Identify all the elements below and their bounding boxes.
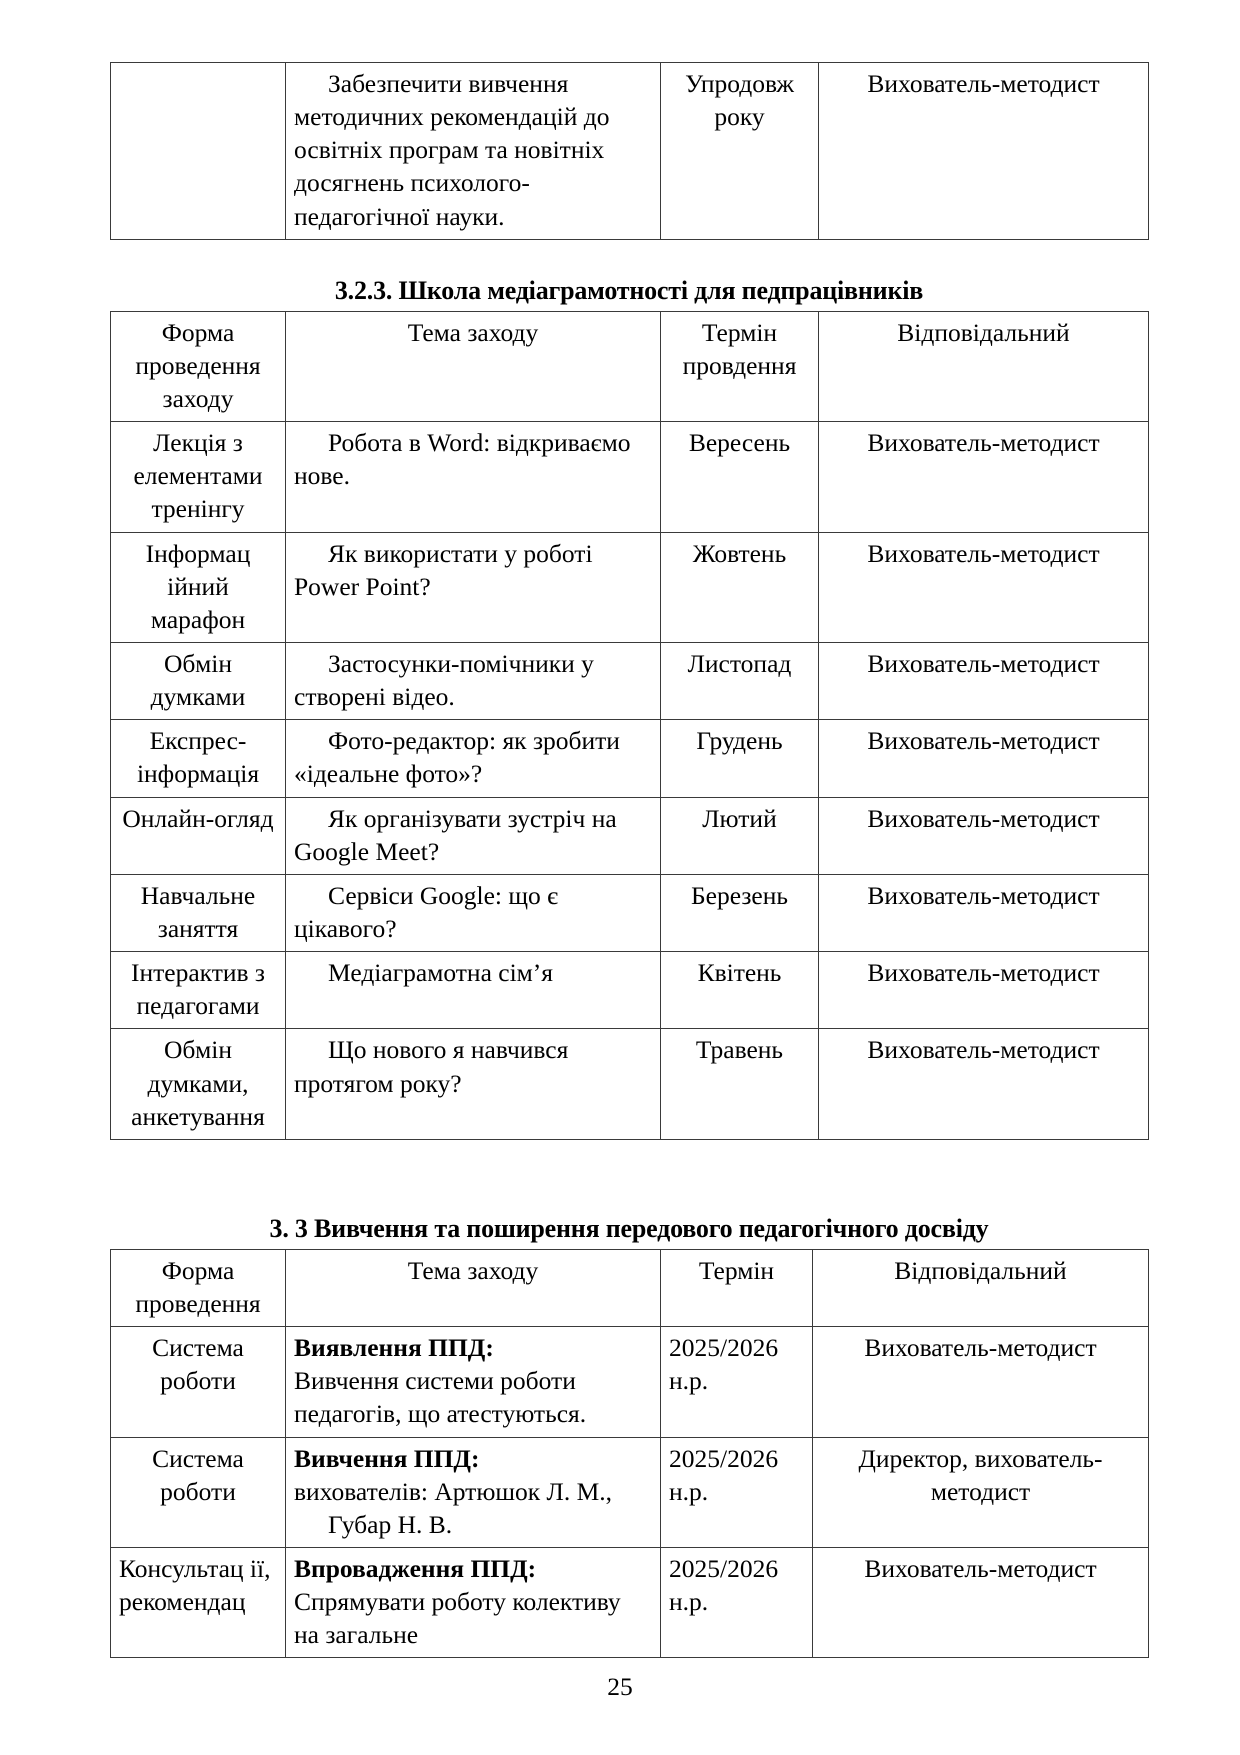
header-form: Форма проведення заходу (111, 311, 286, 421)
header-form: Форма проведення (111, 1249, 286, 1326)
table-header-row (111, 1249, 1149, 1326)
cell-topic-rest: Вивчення системи роботи педагогів, що атестуються. (294, 1366, 587, 1429)
ppd-table (110, 1249, 1149, 1659)
cell-term: 2025/2026 н.р. (661, 1437, 813, 1547)
cell-topic: Як організувати зустріч на Google Meet? (286, 797, 661, 874)
page-number: 25 (607, 1672, 633, 1701)
cell-form: Навчальне заняття (111, 874, 286, 951)
cell-responsible: Вихователь-методист (813, 1327, 1149, 1437)
table-row (111, 642, 1149, 719)
table-row (111, 422, 1149, 532)
cell-topic (286, 1327, 661, 1437)
cell-form: Консультац ії, рекомендац (111, 1547, 286, 1657)
header-responsible: Відповідальний (813, 1249, 1149, 1326)
cell-topic-bold: Виявлення ППД: (294, 1333, 494, 1363)
cell-form: Експрес-інформація (111, 720, 286, 797)
page-content (110, 0, 1148, 1658)
cell-responsible: Вихователь-методист (819, 952, 1149, 1029)
section-media-heading: 3.2.3. Школа медіаграмотності для педпрацівників (334, 275, 924, 305)
cell-term: Жовтень (661, 532, 819, 642)
cell-form: Система роботи (111, 1437, 286, 1547)
cell-form (111, 63, 286, 240)
table-row (111, 63, 1149, 240)
cell-topic-bold: Вивчення ППД: (294, 1443, 480, 1473)
cell-term: Травень (661, 1029, 819, 1139)
media-literacy-table (110, 311, 1149, 1140)
section-ppd-heading-wrap (110, 1214, 1148, 1249)
cell-topic: Медіаграмотна сім’я (286, 952, 661, 1029)
header-term: Термін (661, 1249, 813, 1326)
cell-topic: Що нового я навчився протягом року? (286, 1029, 661, 1139)
cell-term: Березень (661, 874, 819, 951)
cell-form: Онлайн-огляд (111, 797, 286, 874)
table-row (111, 720, 1149, 797)
cell-responsible: Вихователь-методист (819, 532, 1149, 642)
cell-term: 2025/2026 н.р. (661, 1547, 813, 1657)
cell-topic: Фото-редактор: як зробити «ідеальне фото»? (286, 720, 661, 797)
cell-topic-bold: Впровадження ППД: (294, 1553, 537, 1583)
top-spacer (110, 0, 1148, 62)
section-media-heading-wrap (110, 276, 1148, 311)
cell-responsible: Директор, вихователь-методист (813, 1437, 1149, 1547)
cell-form: Інтерактив з педагогами (111, 952, 286, 1029)
cell-topic (286, 1547, 661, 1657)
table-row (111, 1437, 1149, 1547)
cell-term: Квітень (661, 952, 819, 1029)
cell-topic: Застосунки-помічники у створені відео. (286, 642, 661, 719)
header-term: Термін провдення (661, 311, 819, 421)
cell-responsible: Вихователь-методист (819, 642, 1149, 719)
cell-responsible: Вихователь-методист (813, 1547, 1149, 1657)
cell-topic (286, 1437, 661, 1547)
cell-responsible: Вихователь-методист (819, 1029, 1149, 1139)
table-row (111, 1029, 1149, 1139)
table-row (111, 797, 1149, 874)
cell-responsible: Вихователь-методист (819, 63, 1149, 240)
cell-form: Система роботи (111, 1327, 286, 1437)
cell-term: Лютий (661, 797, 819, 874)
cell-form: Обмін думками, анкетування (111, 1029, 286, 1139)
cell-form: Лекція з елементами тренінгу (111, 422, 286, 532)
cell-term: 2025/2026 н.р. (661, 1327, 813, 1437)
cell-responsible: Вихователь-методист (819, 797, 1149, 874)
cell-topic: Як використати у роботі Power Point? (286, 532, 661, 642)
table-header-row (111, 311, 1149, 421)
table-row (111, 874, 1149, 951)
cell-term: Листопад (661, 642, 819, 719)
cell-topic: Робота в Word: відкриваємо нове. (286, 422, 661, 532)
cell-topic-extra: Губар Н. В. (328, 1509, 453, 1539)
cell-responsible: Вихователь-методист (819, 422, 1149, 532)
cell-term: Грудень (661, 720, 819, 797)
header-responsible: Відповідальний (819, 311, 1149, 421)
section-gap (110, 1140, 1148, 1214)
table-row (111, 1547, 1149, 1657)
header-topic: Тема заходу (286, 1249, 661, 1326)
table-row (111, 952, 1149, 1029)
cell-topic: Сервіси Google: що є цікавого? (286, 874, 661, 951)
cell-term: Вересень (661, 422, 819, 532)
cell-topic-rest: Спрямувати роботу колективу на загальне (294, 1587, 621, 1650)
cell-topic: Забезпечити вивчення методичних рекомендацій до освітніх програм та новітніх досягнень психолого-педагогічної науки. (286, 63, 661, 240)
cell-form: Обмін думками (111, 642, 286, 719)
section-ppd-heading: 3. 3 Вивчення та поширення передового педагогічного досвіду (269, 1213, 989, 1243)
cell-responsible: Вихователь-методист (819, 874, 1149, 951)
header-topic: Тема заходу (286, 311, 661, 421)
cell-form: Інформац ійний марафон (111, 532, 286, 642)
table-row (111, 1327, 1149, 1437)
cell-responsible: Вихователь-методист (819, 720, 1149, 797)
table-row (111, 532, 1149, 642)
continued-table (110, 62, 1149, 240)
cell-term: Упродовж року (661, 63, 819, 240)
cell-topic-rest: вихователів: Артюшок Л. М., (294, 1476, 612, 1506)
